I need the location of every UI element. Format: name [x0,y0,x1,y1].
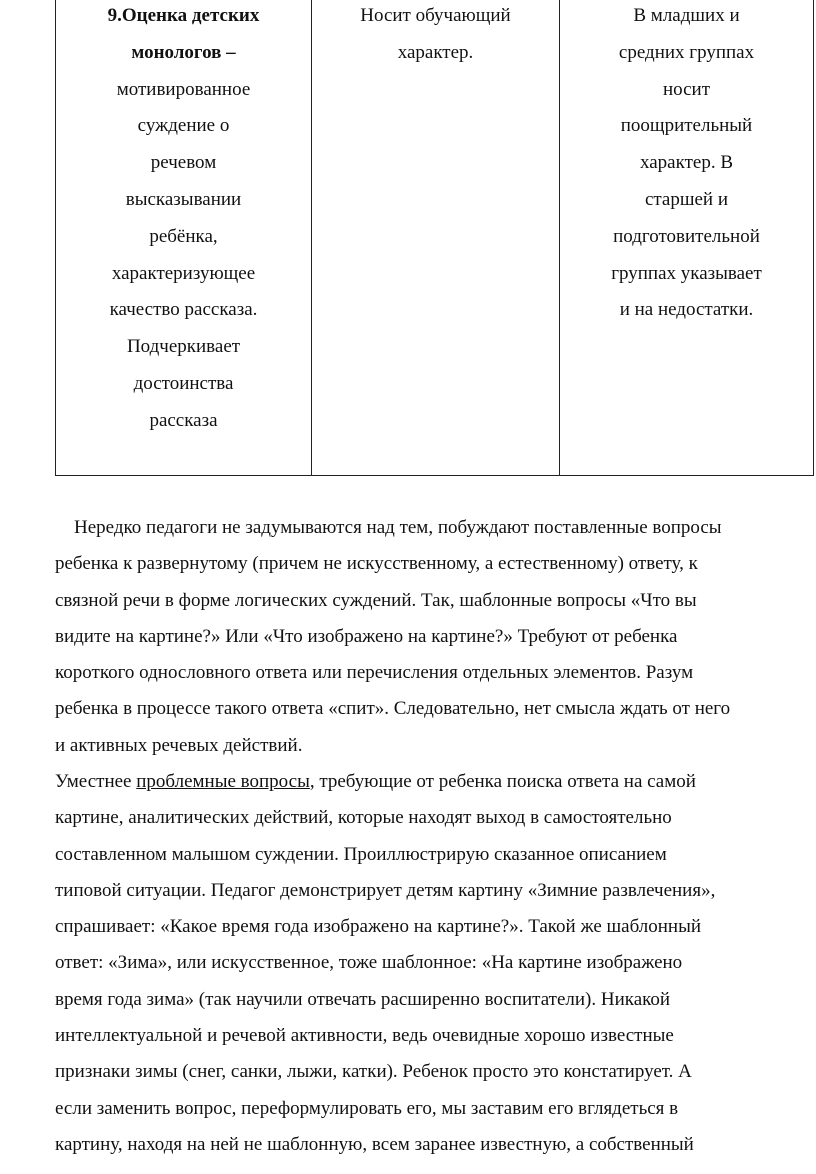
criterion-line: речевом [150,152,217,174]
paragraph-problem-questions [55,764,815,1163]
character-cell [312,0,560,475]
character-line: характер. [397,41,474,63]
age-line: носит [662,78,711,100]
paragraph-line: признаки зимы (снег, санки, лыжи, катки). Ребенок просто это констатирует. А [55,1061,692,1083]
criterion-line: рассказа [149,409,218,431]
text-after: , требующие от ребенка поиска ответа на самой [309,771,696,792]
criterion-title: 9.Оценка детских [107,5,260,26]
criterion-cell [56,0,312,475]
age-line: и на недостатки. [619,299,754,321]
age-line: характер. В [639,152,733,174]
text-before: Уместнее [55,771,137,792]
criterion-line: Подчеркивает [126,336,241,358]
underlined-term: проблемные вопросы [136,771,310,792]
paragraph-line: Нередко педагоги не задумываются над тем, побуждают поставленные вопросы [55,517,722,538]
paragraph-line: картину, находя на ней не шаблонную, всем заранее известную, а собственный [55,1133,694,1155]
paragraph-line: видите на картине?» Или «Что изображено на картине?» Требуют от ребенка [55,625,678,647]
criterion-line: суждение о [137,115,230,137]
age-line: подготовительной [613,225,760,247]
paragraph-line: если заменить вопрос, переформулировать его, мы заставим его вглядеться в [55,1097,679,1119]
criterion-line: характеризующее [111,262,256,284]
paragraph-first-line [55,764,815,800]
age-line: средних группах [618,41,755,63]
paragraph-line: составленном малышом суждении. Проиллюстрирую сказанное описанием [55,843,667,865]
paragraph-line: время года зима» (так научили отвечать расширенно воспитатели). Никакой [55,988,671,1010]
paragraph-line: и активных речевых действий. [55,734,303,756]
criterion-line: ребёнка, [149,225,218,247]
age-group-cell [560,0,813,475]
criterion-subtitle [56,35,311,72]
criterion-dash: – [221,41,236,63]
criterion-line: мотивированное [116,78,251,100]
age-line: В младших и [633,5,740,26]
methods-table [55,0,814,476]
criterion-line: достоинства [133,372,234,394]
paragraph-line: связной речи в форме логических суждений. Так, шаблонные вопросы «Что вы [55,589,697,611]
age-line: старшей и [644,188,729,210]
criterion-line: качество рассказа. [109,299,258,321]
paragraph-line: типовой ситуации. Педагог демонстрирует детям картину «Зимние развлечения», [55,879,716,901]
criterion-line: высказывании [125,188,242,210]
character-line: Носит обучающий [360,5,511,26]
paragraph-line: ребенка в процессе такого ответа «спит». Следовательно, нет смысла ждать от него [55,698,731,720]
paragraph-line: короткого однословного ответа или перечисления отдельных элементов. Разум [55,662,694,684]
age-line: группах указывает [611,262,762,284]
paragraph-questions [55,510,815,764]
criterion-subtitle-bold: монологов [131,41,222,63]
paragraph-line: ребенка к развернутому (причем не искусственному, а естественному) ответу, к [55,553,698,575]
paragraph-line: интеллектуальной и речевой активности, ведь очевидные хорошо известные [55,1025,674,1047]
paragraph-line: ответ: «Зима», или искусственное, тоже шаблонное: «На картине изображено [55,952,683,974]
paragraph-line: спрашивает: «Какое время года изображено на картине?». Такой же шаблонный [55,916,702,938]
age-line: поощрительный [620,115,753,137]
paragraph-line: картине, аналитических действий, которые находят выход в самостоятельно [55,807,672,829]
